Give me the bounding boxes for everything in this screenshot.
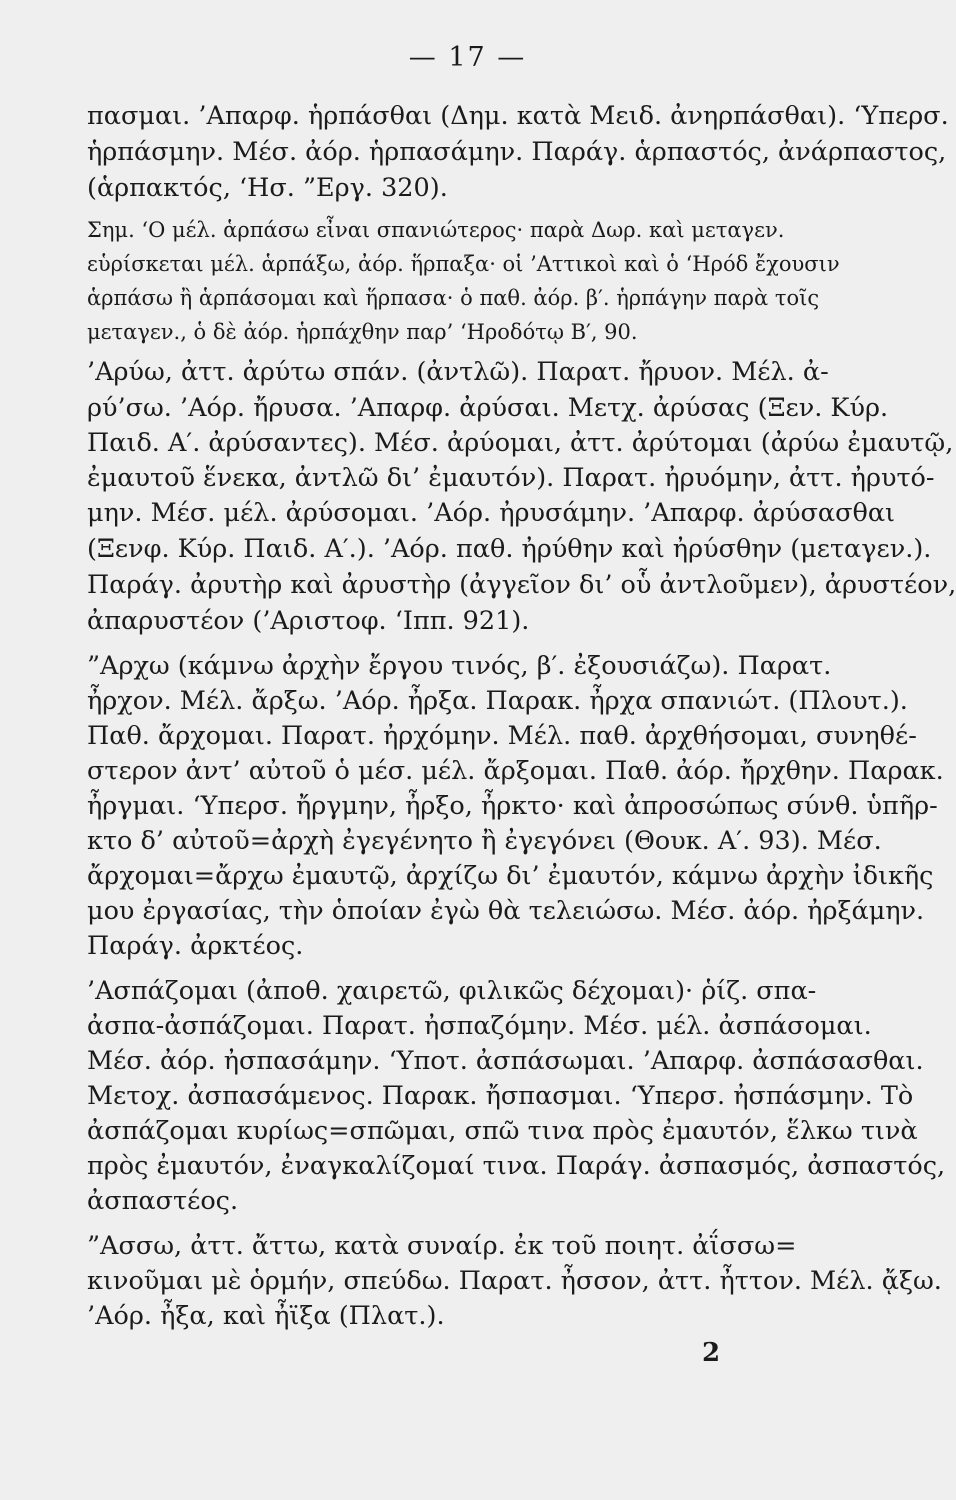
entry-headword-line: ’Ασπάζομαι (ἀποθ. χαιρετῶ, φιλικῶς δέχομαι)· ῥίζ. σπα-: [87, 976, 817, 1006]
text-line: ἀσπα-ἀσπάζομαι. Παρατ. ἠσπαζόμην. Μέσ. μέλ. ἀσπάσομαι.: [87, 1011, 872, 1041]
text-line: Παθ. ἄρχομαι. Παρατ. ἠρχόμην. Μέλ. παθ. ἀρχθήσομαι, συνηθέ-: [87, 721, 917, 751]
text-line: Παιδ. Α′. ἀρύσαντες). Μέσ. ἀρύομαι, ἀττ. ἀρύτομαι (ἀρύω ἐμαυτῷ,: [87, 428, 954, 458]
note-line: μεταγεν., ὁ δὲ ἀόρ. ἡρπάχθην παρ’ ‘Ηροδότῳ Β′, 90.: [87, 320, 638, 344]
text-line: στερον ἀντ’ αὐτοῦ ὁ μέσ. μέλ. ἄρξομαι. Παθ. ἀόρ. ἤρχθην. Παρακ.: [87, 756, 944, 786]
text-line: ἡρπάσμην. Μέσ. ἀόρ. ἡρπασάμην. Παράγ. ἁρπαστός, ἀνάρπαστος,: [87, 137, 947, 167]
text-line: Μετοχ. ἀσπασάμενος. Παρακ. ἤσπασμαι. ‘Υπερσ. ἠσπάσμην. Τὸ: [87, 1081, 914, 1111]
text-line: ἦρχον. Μέλ. ἄρξω. ’Αόρ. ἦρξα. Παρακ. ἦρχα σπανιώτ. (Πλουτ.).: [87, 686, 908, 716]
text-line: κτο δ’ αὐτοῦ=ἀρχὴ ἐγεγένητο ἢ ἐγεγόνει (Θουκ. Α′. 93). Μέσ.: [87, 826, 882, 856]
note-line: Σημ. ‘Ο μέλ. ἁρπάσω εἶναι σπανιώτερος· παρὰ Δωρ. καὶ μεταγεν.: [87, 218, 785, 242]
text-line: ἀσπάζομαι κυρίως=σπῶμαι, σπῶ τινα πρὸς ἐμαυτόν, ἕλκω τινὰ: [87, 1116, 918, 1146]
note-line: εὑρίσκεται μέλ. ἁρπάξω, ἀόρ. ἥρπαξα· οἱ ’Αττικοὶ καὶ ὁ ‘Ηρόδ ἔχουσιν: [87, 252, 840, 276]
text-line: Παράγ. ἀρυτὴρ καὶ ἀρυστὴρ (ἀγγεῖον δι’ οὗ ἀντλοῦμεν), ἀρυστέον,: [87, 570, 956, 600]
entry-headword-line: ”Αρχω (κάμνω ἀρχὴν ἔργου τινός, β′. ἐξουσιάζω). Παρατ.: [87, 651, 832, 681]
text-line: μου ἐργασίας, τὴν ὁποίαν ἐγὼ θὰ τελειώσω. Μέσ. ἀόρ. ἠρξάμην.: [87, 896, 925, 926]
entry-headword-line: ’Αρύω, ἀττ. ἀρύτω σπάν. (ἀντλῶ). Παρατ. ἤρυον. Μέλ. ἀ-: [87, 357, 829, 387]
text-line: ἦργμαι. ‘Υπερσ. ἤργμην, ἦρξο, ἦρκτο· καὶ ἀπροσώπως σύνθ. ὑπῆρ-: [87, 791, 938, 821]
entry-headword-line: ”Ασσω, ἀττ. ἄττω, κατὰ συναίρ. ἐκ τοῦ ποιητ. ἀΐσσω=: [87, 1231, 797, 1261]
text-line: (ἁρπακτός, ‘Ησ. ”Εργ. 320).: [87, 173, 448, 203]
running-head: — 17 —: [408, 42, 527, 73]
text-line: ἐμαυτοῦ ἕνεκα, ἀντλῶ δι’ ἐμαυτόν). Παρατ. ἠρυόμην, ἀττ. ἠρυτό-: [87, 463, 935, 493]
text-line: Παράγ. ἀρκτέος.: [87, 931, 304, 961]
text-line: ἀσπαστέος.: [87, 1186, 239, 1216]
text-line: πρὸς ἐμαυτόν, ἐναγκαλίζομαί τινα. Παράγ. ἀσπασμός, ἀσπαστός,: [87, 1151, 946, 1181]
text-line: ἀπαρυστέον (’Αριστοφ. ‘Ιππ. 921).: [87, 606, 530, 636]
text-line: Μέσ. ἀόρ. ἠσπασάμην. ‘Υποτ. ἀσπάσωμαι. ’Απαρφ. ἀσπάσασθαι.: [87, 1046, 924, 1076]
text-line: ρύ’σω. ’Αόρ. ἤρυσα. ’Απαρφ. ἀρύσαι. Μετχ. ἀρύσας (Ξεν. Κύρ.: [87, 393, 889, 423]
signature-mark: 2: [702, 1338, 721, 1368]
text-line: πασμαι. ’Απαρφ. ἡρπάσθαι (Δημ. κατὰ Μειδ. ἀνηρπάσθαι). ‘Υπερσ.: [87, 101, 949, 131]
text-line: (Ξενφ. Κύρ. Παιδ. Α′.). ’Αόρ. παθ. ἠρύθην καὶ ἠρύσθην (μεταγεν.).: [87, 534, 932, 564]
note-line: ἁρπάσω ἢ ἁρπάσομαι καὶ ἥρπασα· ὁ παθ. ἀόρ. β′. ἡρπάγην παρὰ τοῖς: [87, 286, 820, 310]
text-line: μην. Μέσ. μέλ. ἀρύσομαι. ’Αόρ. ἠρυσάμην. ’Απαρφ. ἀρύσασθαι: [87, 498, 896, 528]
text-line: ’Αόρ. ἦξα, καὶ ἦϊξα (Πλατ.).: [87, 1301, 445, 1331]
text-line: κινοῦμαι μὲ ὁρμήν, σπεύδω. Παρατ. ἦσσον, ἀττ. ἦττον. Μέλ. ᾄξω.: [87, 1266, 942, 1296]
text-line: ἄρχομαι=ἄρχω ἐμαυτῷ, ἀρχίζω δι’ ἐμαυτόν, κάμνω ἀρχὴν ἰδικῆς: [87, 861, 934, 891]
